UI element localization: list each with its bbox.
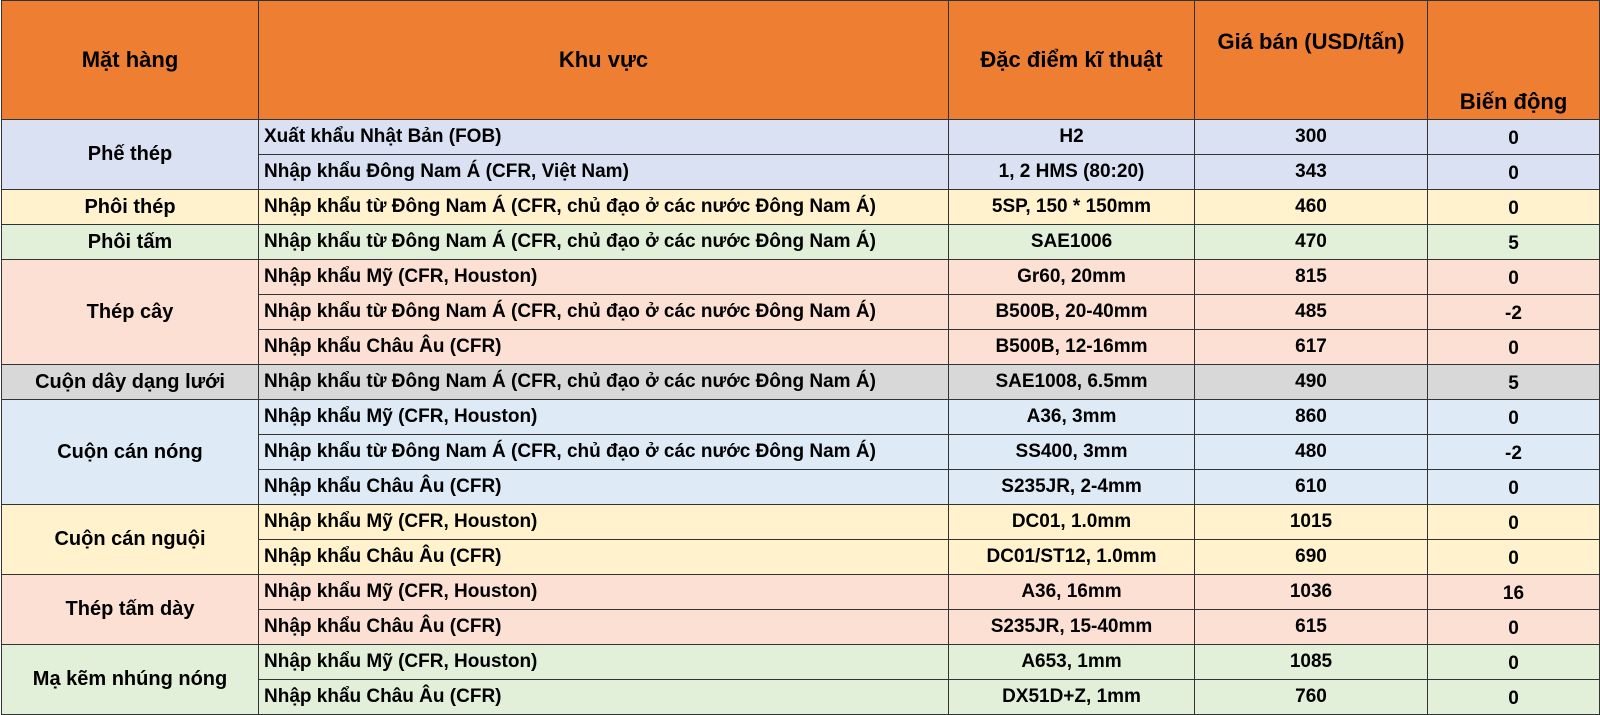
- region-cell: Nhập khẩu Đông Nam Á (CFR, Việt Nam): [259, 155, 949, 190]
- steel-price-table: [1, 0, 1600, 715]
- spec-cell: H2: [949, 120, 1195, 155]
- change-cell: 16: [1428, 575, 1600, 610]
- price-cell: 1085: [1195, 645, 1428, 680]
- spec-cell: DC01/ST12, 1.0mm: [949, 540, 1195, 575]
- header-change: Biến động: [1428, 1, 1600, 120]
- change-cell: 0: [1428, 120, 1600, 155]
- change-cell: 0: [1428, 190, 1600, 225]
- product-cell: Thép cây: [2, 260, 259, 365]
- change-cell: -2: [1428, 295, 1600, 330]
- product-cell: Cuộn cán nguội: [2, 505, 259, 575]
- spec-cell: SS400, 3mm: [949, 435, 1195, 470]
- spec-cell: SAE1008, 6.5mm: [949, 365, 1195, 400]
- spec-cell: A653, 1mm: [949, 645, 1195, 680]
- header-row: [2, 1, 1600, 120]
- region-cell: Xuất khẩu Nhật Bản (FOB): [259, 120, 949, 155]
- price-cell: 485: [1195, 295, 1428, 330]
- table-row: [2, 505, 1600, 540]
- region-cell: Nhập khẩu Châu Âu (CFR): [259, 470, 949, 505]
- price-cell: 690: [1195, 540, 1428, 575]
- product-cell: Phế thép: [2, 120, 259, 190]
- region-cell: Nhập khẩu Mỹ (CFR, Houston): [259, 260, 949, 295]
- region-cell: Nhập khẩu từ Đông Nam Á (CFR, chủ đạo ở các nước Đông Nam Á): [259, 365, 949, 400]
- price-cell: 1036: [1195, 575, 1428, 610]
- change-cell: 0: [1428, 505, 1600, 540]
- region-cell: Nhập khẩu từ Đông Nam Á (CFR, chủ đạo ở các nước Đông Nam Á): [259, 190, 949, 225]
- product-cell: Phôi tấm: [2, 225, 259, 260]
- spec-cell: DC01, 1.0mm: [949, 505, 1195, 540]
- table-row: [2, 400, 1600, 435]
- region-cell: Nhập khẩu từ Đông Nam Á (CFR, chủ đạo ở các nước Đông Nam Á): [259, 435, 949, 470]
- table-row: [2, 190, 1600, 225]
- region-cell: Nhập khẩu Châu Âu (CFR): [259, 610, 949, 645]
- change-cell: -2: [1428, 435, 1600, 470]
- product-cell: Mạ kẽm nhúng nóng: [2, 645, 259, 715]
- region-cell: Nhập khẩu từ Đông Nam Á (CFR, chủ đạo ở các nước Đông Nam Á): [259, 225, 949, 260]
- price-cell: 760: [1195, 680, 1428, 715]
- price-cell: 470: [1195, 225, 1428, 260]
- change-cell: 0: [1428, 540, 1600, 575]
- region-cell: Nhập khẩu Mỹ (CFR, Houston): [259, 505, 949, 540]
- price-cell: 460: [1195, 190, 1428, 225]
- price-cell: 615: [1195, 610, 1428, 645]
- spec-cell: 1, 2 HMS (80:20): [949, 155, 1195, 190]
- price-cell: 343: [1195, 155, 1428, 190]
- price-cell: 815: [1195, 260, 1428, 295]
- price-cell: 617: [1195, 330, 1428, 365]
- price-cell: 300: [1195, 120, 1428, 155]
- spec-cell: S235JR, 15-40mm: [949, 610, 1195, 645]
- change-cell: 0: [1428, 400, 1600, 435]
- product-cell: Cuộn dây dạng lưới: [2, 365, 259, 400]
- table-row: [2, 575, 1600, 610]
- spec-cell: B500B, 12-16mm: [949, 330, 1195, 365]
- change-cell: 0: [1428, 470, 1600, 505]
- change-cell: 0: [1428, 645, 1600, 680]
- spec-cell: SAE1006: [949, 225, 1195, 260]
- region-cell: Nhập khẩu Mỹ (CFR, Houston): [259, 645, 949, 680]
- region-cell: Nhập khẩu từ Đông Nam Á (CFR, chủ đạo ở các nước Đông Nam Á): [259, 295, 949, 330]
- spec-cell: B500B, 20-40mm: [949, 295, 1195, 330]
- spec-cell: 5SP, 150 * 150mm: [949, 190, 1195, 225]
- change-cell: 0: [1428, 260, 1600, 295]
- table-row: [2, 225, 1600, 260]
- change-cell: 0: [1428, 610, 1600, 645]
- region-cell: Nhập khẩu Mỹ (CFR, Houston): [259, 400, 949, 435]
- table-row: [2, 260, 1600, 295]
- spec-cell: A36, 16mm: [949, 575, 1195, 610]
- change-cell: 0: [1428, 680, 1600, 715]
- header-price: Giá bán (USD/tấn): [1195, 1, 1428, 120]
- spec-cell: A36, 3mm: [949, 400, 1195, 435]
- spec-cell: Gr60, 20mm: [949, 260, 1195, 295]
- change-cell: 5: [1428, 225, 1600, 260]
- product-cell: Phôi thép: [2, 190, 259, 225]
- price-cell: 860: [1195, 400, 1428, 435]
- product-cell: Thép tấm dày: [2, 575, 259, 645]
- region-cell: Nhập khẩu Châu Âu (CFR): [259, 330, 949, 365]
- spec-cell: DX51D+Z, 1mm: [949, 680, 1195, 715]
- region-cell: Nhập khẩu Châu Âu (CFR): [259, 540, 949, 575]
- region-cell: Nhập khẩu Châu Âu (CFR): [259, 680, 949, 715]
- region-cell: Nhập khẩu Mỹ (CFR, Houston): [259, 575, 949, 610]
- table-row: [2, 645, 1600, 680]
- header-product: Mặt hàng: [2, 1, 259, 120]
- change-cell: 0: [1428, 330, 1600, 365]
- price-cell: 610: [1195, 470, 1428, 505]
- header-region: Khu vực: [259, 1, 949, 120]
- price-cell: 480: [1195, 435, 1428, 470]
- table-row: [2, 365, 1600, 400]
- change-cell: 5: [1428, 365, 1600, 400]
- price-cell: 1015: [1195, 505, 1428, 540]
- table-body: [2, 120, 1600, 715]
- product-cell: Cuộn cán nóng: [2, 400, 259, 505]
- change-cell: 0: [1428, 155, 1600, 190]
- table-row: [2, 120, 1600, 155]
- header-spec: Đặc điểm kĩ thuật: [949, 1, 1195, 120]
- spec-cell: S235JR, 2-4mm: [949, 470, 1195, 505]
- price-cell: 490: [1195, 365, 1428, 400]
